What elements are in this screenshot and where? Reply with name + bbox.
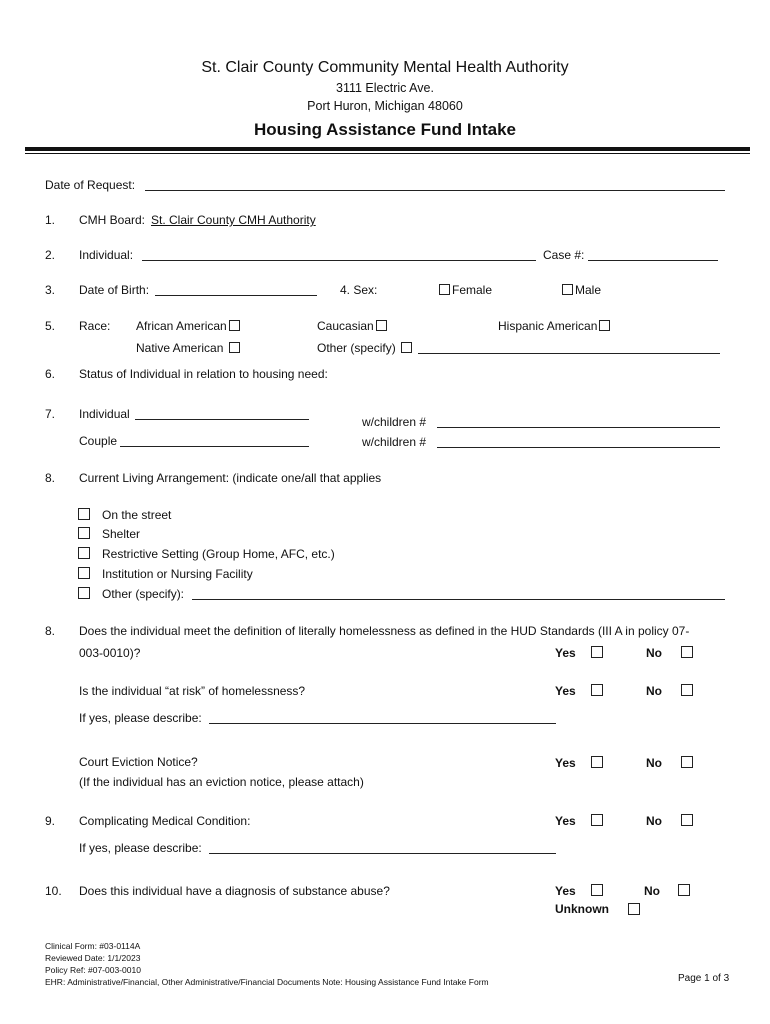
race-other[interactable]: [317, 341, 414, 355]
status-individual-label: Individual: [79, 407, 130, 421]
literal-homeless-no-label: No: [646, 646, 662, 660]
substance-unknown-label: Unknown: [555, 902, 609, 916]
at-risk-yes-label: Yes: [555, 684, 576, 698]
native-american-checkbox[interactable]: [229, 342, 240, 353]
footer-reviewed-date: Reviewed Date: 1/1/2023: [45, 953, 141, 963]
dob-label: Date of Birth:: [79, 283, 150, 297]
address-line-2: Port Huron, Michigan 48060: [307, 99, 463, 113]
form-title: Housing Assistance Fund Intake: [254, 120, 516, 139]
african-american-checkbox[interactable]: [229, 320, 240, 331]
living-arrangement-label: Current Living Arrangement: (indicate one/all that applies: [79, 471, 382, 485]
other-race-label: Other (specify): [317, 341, 396, 355]
medical-no-label: No: [646, 814, 662, 828]
eviction-no-checkbox[interactable]: [681, 756, 693, 768]
institution-label: Institution or Nursing Facility: [102, 567, 253, 581]
footer-policy-ref: Policy Ref: #07-003-0010: [45, 965, 141, 975]
other-arrangement-field[interactable]: [192, 599, 725, 600]
individual-label: Individual:: [79, 248, 134, 262]
literal-homeless-no-checkbox[interactable]: [681, 646, 693, 658]
q3-number: 3.: [45, 283, 56, 297]
at-risk-no-checkbox[interactable]: [681, 684, 693, 696]
hispanic-american-checkbox[interactable]: [599, 320, 610, 331]
other-race-field[interactable]: [418, 353, 720, 354]
cmh-board-label: CMH Board:: [79, 213, 146, 227]
q1-number: 1.: [45, 213, 56, 227]
q2-number: 2.: [45, 248, 56, 262]
page-number: Page 1 of 3: [678, 973, 730, 984]
eviction-question: Court Eviction Notice?: [79, 755, 198, 769]
eviction-no-label: No: [646, 756, 662, 770]
race-hispanic-american[interactable]: [498, 319, 612, 333]
sex-female-option[interactable]: [437, 283, 492, 297]
housing-status-label: Status of Individual in relation to housing need:: [79, 367, 328, 381]
footer-ehr-note: EHR: Administrative/Financial, Other Administrative/Financial Documents Note: Housing Assistance Fund Intake Form: [45, 977, 489, 987]
substance-abuse-question: Does this individual have a diagnosis of substance abuse?: [79, 884, 390, 898]
institution-checkbox[interactable]: [78, 567, 90, 579]
caucasian-checkbox[interactable]: [376, 320, 387, 331]
other-arrangement-checkbox[interactable]: [78, 587, 90, 599]
male-label: Male: [575, 283, 602, 297]
literal-homeless-yes-checkbox[interactable]: [591, 646, 603, 658]
native-american-label: Native American: [136, 341, 224, 355]
q9-number: 9.: [45, 814, 56, 828]
restrictive-setting-checkbox[interactable]: [78, 547, 90, 559]
sex-label: 4. Sex:: [340, 283, 378, 297]
at-risk-describe-label: If yes, please describe:: [79, 711, 202, 725]
footer-clinical-form: Clinical Form: #03-0114A: [45, 941, 141, 951]
literal-homeless-question-line1: Does the individual meet the definition of literally homelessness as defined in the HUD Standards (III A in policy 07-: [79, 624, 690, 638]
on-street-label: On the street: [102, 508, 172, 522]
race-caucasian[interactable]: [317, 319, 389, 333]
substance-yes-checkbox[interactable]: [591, 884, 603, 896]
at-risk-question: Is the individual “at risk” of homelessness?: [79, 684, 306, 698]
race-label: Race:: [79, 319, 111, 333]
male-checkbox[interactable]: [562, 284, 573, 295]
status-couple-label: Couple: [79, 434, 118, 448]
eviction-note: (If the individual has an eviction notice, please attach): [79, 775, 364, 789]
medical-describe-field[interactable]: [209, 853, 556, 854]
at-risk-no-label: No: [646, 684, 662, 698]
org-name: St. Clair County Community Mental Health Authority: [201, 59, 569, 76]
header-rule-thin: [25, 153, 750, 154]
other-race-checkbox[interactable]: [401, 342, 412, 353]
on-street-checkbox[interactable]: [78, 508, 90, 520]
race-native-american[interactable]: [136, 341, 242, 355]
medical-yes-checkbox[interactable]: [591, 814, 603, 826]
medical-describe-label: If yes, please describe:: [79, 841, 202, 855]
address-line-1: 3111 Electric Ave.: [336, 81, 434, 95]
case-number-field[interactable]: [588, 260, 718, 261]
q5-number: 5.: [45, 319, 56, 333]
substance-no-checkbox[interactable]: [678, 884, 690, 896]
african-american-label: African American: [136, 319, 227, 333]
at-risk-describe-field[interactable]: [209, 723, 556, 724]
q8b-number: 8.: [45, 624, 56, 638]
medical-condition-label: Complicating Medical Condition:: [79, 814, 251, 828]
q8a-number: 8.: [45, 471, 56, 485]
restrictive-setting-label: Restrictive Setting (Group Home, AFC, etc.): [102, 547, 335, 561]
substance-no-label: No: [644, 884, 660, 898]
children-count-field-1[interactable]: [437, 427, 720, 428]
caucasian-label: Caucasian: [317, 319, 374, 333]
female-checkbox[interactable]: [439, 284, 450, 295]
literal-homeless-question-line2: 003-0010)?: [79, 646, 141, 660]
race-african-american[interactable]: [136, 319, 242, 333]
children-label-1: w/children #: [362, 415, 427, 429]
shelter-checkbox[interactable]: [78, 527, 90, 539]
q6-number: 6.: [45, 367, 56, 381]
female-label: Female: [452, 283, 493, 297]
dob-field[interactable]: [155, 295, 317, 296]
eviction-yes-checkbox[interactable]: [591, 756, 603, 768]
cmh-board-value: St. Clair County CMH Authority: [151, 213, 316, 227]
date-of-request-label: Date of Request:: [45, 178, 136, 192]
children-count-field-2[interactable]: [437, 447, 720, 448]
status-individual-field[interactable]: [135, 419, 309, 420]
shelter-label: Shelter: [102, 527, 141, 541]
q7-number: 7.: [45, 407, 56, 421]
eviction-yes-label: Yes: [555, 756, 576, 770]
at-risk-yes-checkbox[interactable]: [591, 684, 603, 696]
header-rule-thick: [25, 147, 750, 151]
medical-yes-label: Yes: [555, 814, 576, 828]
medical-no-checkbox[interactable]: [681, 814, 693, 826]
case-number-label: Case #:: [543, 248, 585, 262]
substance-yes-label: Yes: [555, 884, 576, 898]
date-of-request-field[interactable]: [145, 190, 725, 191]
individual-name-field[interactable]: [142, 260, 536, 261]
other-arrangement-label: Other (specify):: [102, 587, 185, 601]
hispanic-american-label: Hispanic American: [498, 319, 598, 333]
children-label-2: w/children #: [362, 435, 427, 449]
substance-unknown-checkbox[interactable]: [628, 903, 640, 915]
status-couple-field[interactable]: [120, 446, 309, 447]
q10-number: 10.: [45, 884, 62, 898]
sex-male-option[interactable]: [560, 283, 601, 297]
literal-homeless-yes-label: Yes: [555, 646, 576, 660]
